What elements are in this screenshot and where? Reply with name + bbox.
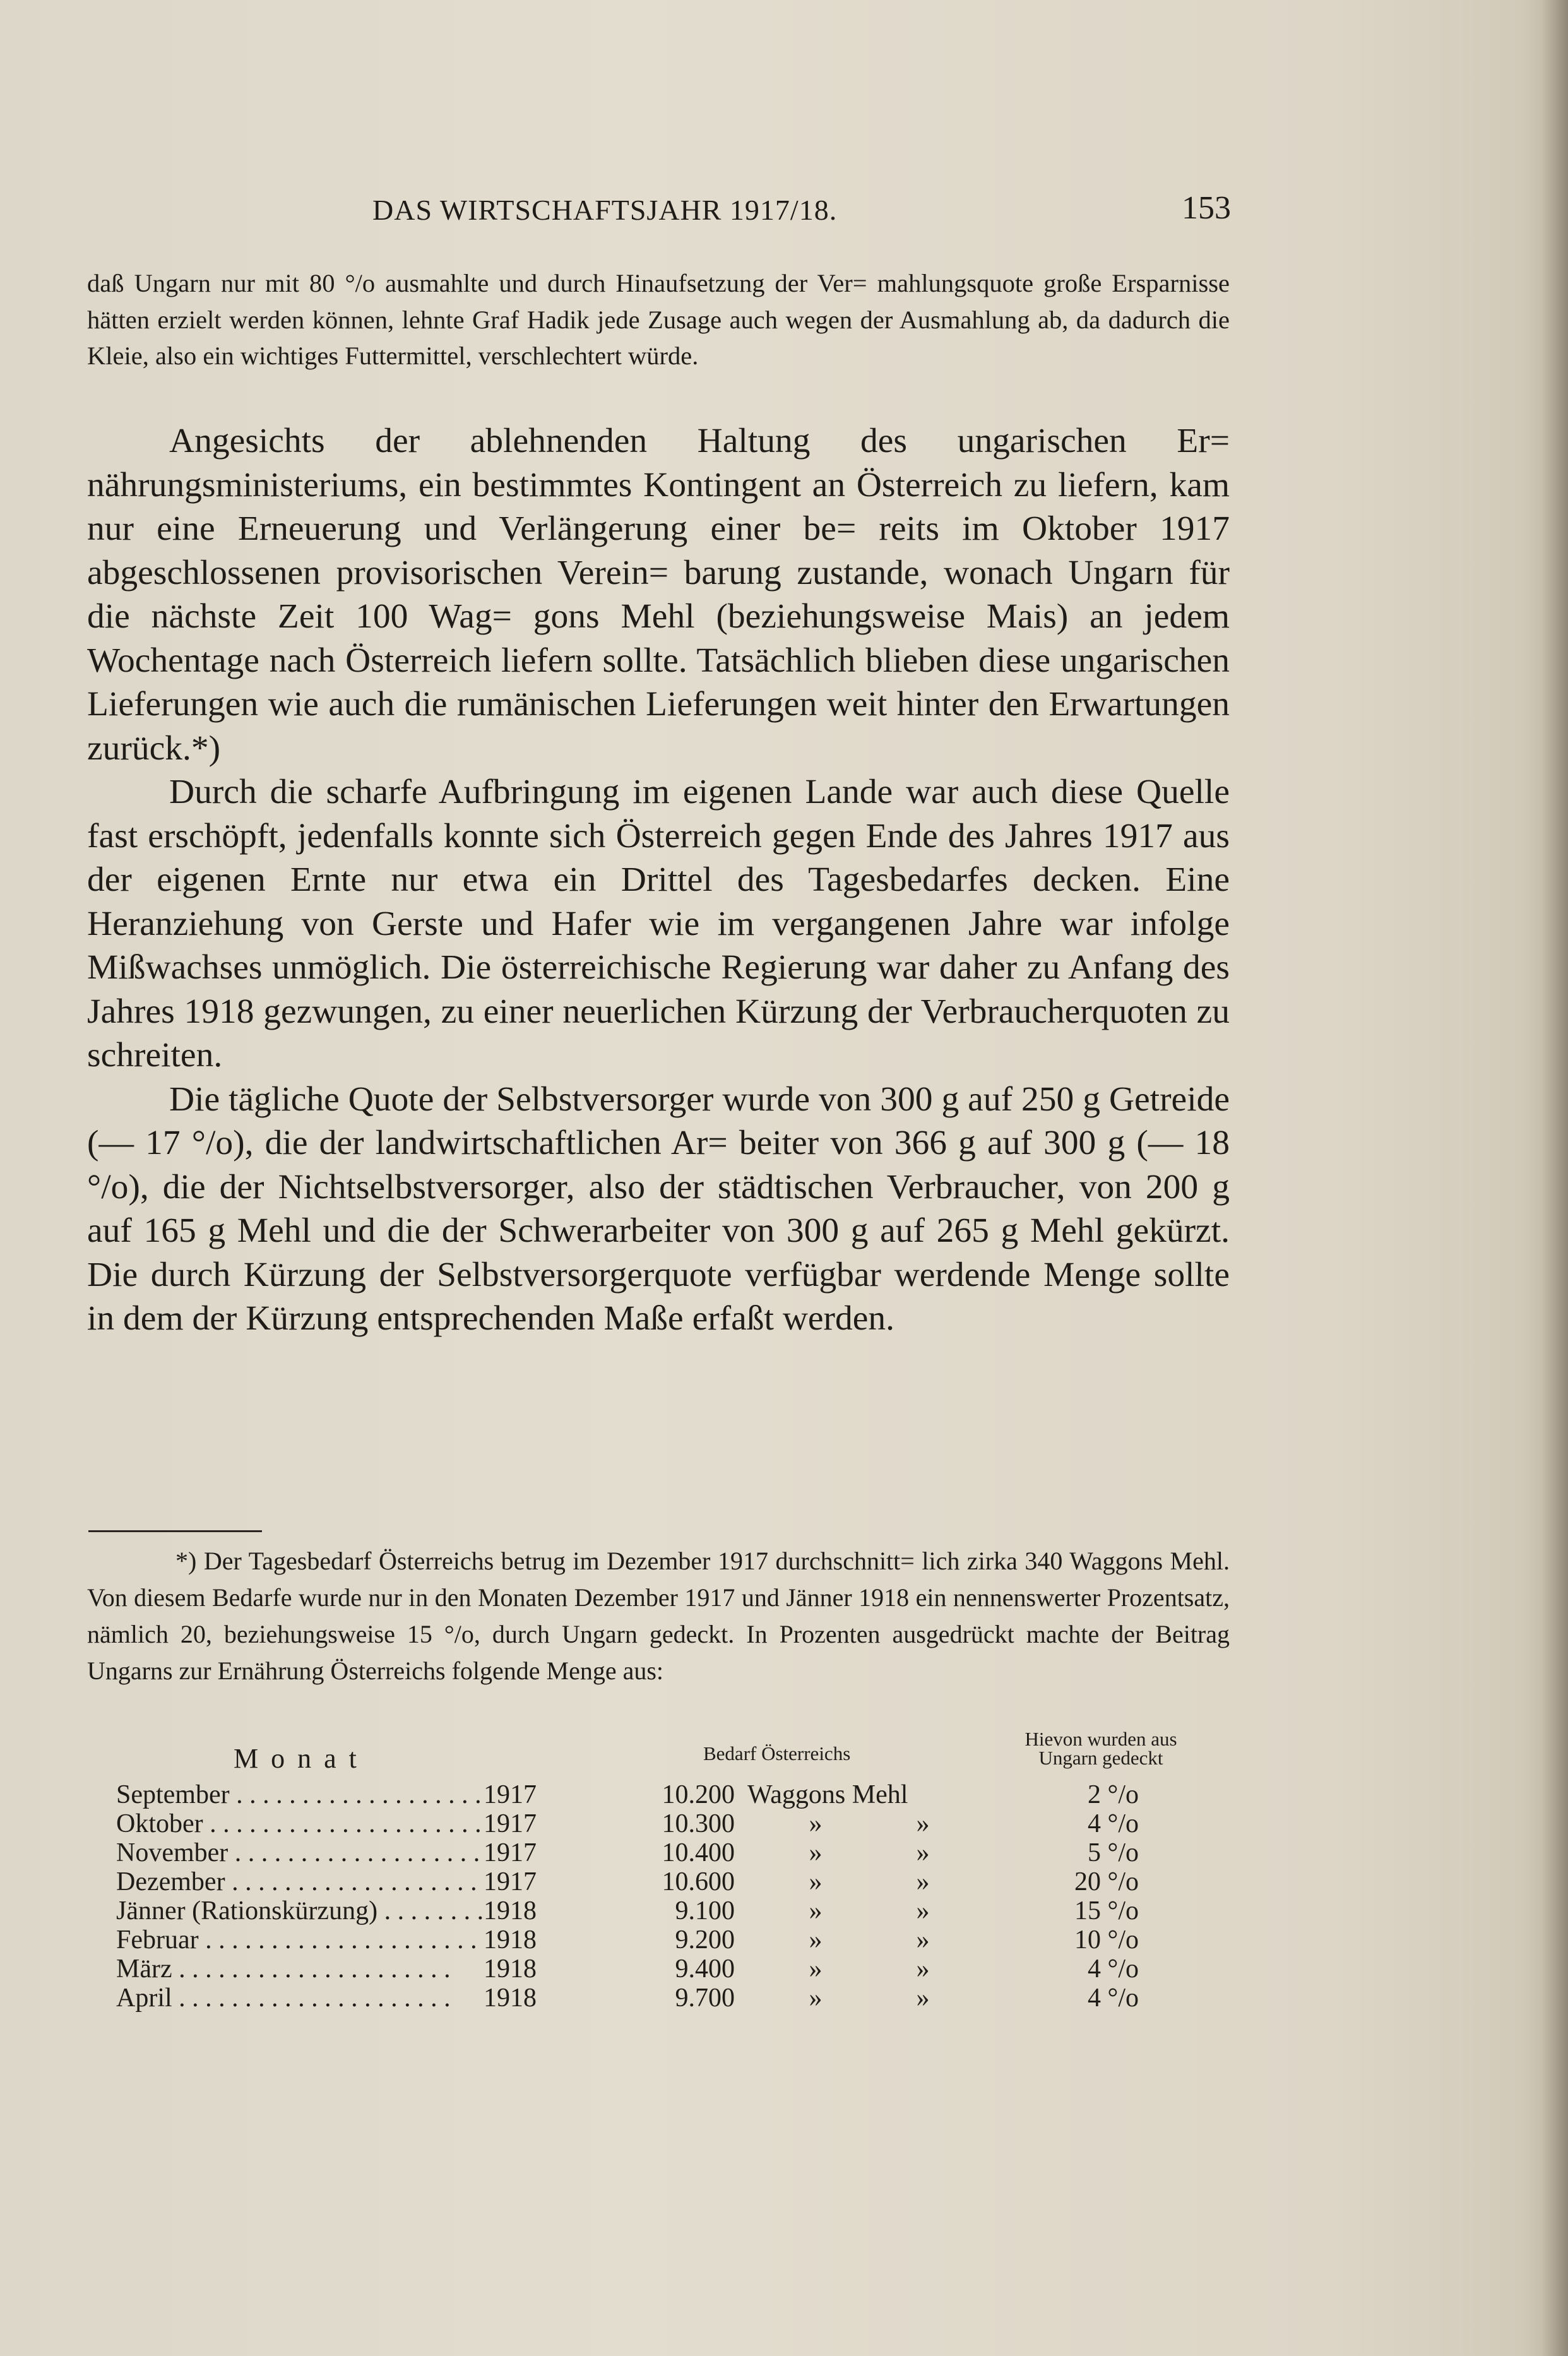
- cell-year: 1918: [484, 1925, 537, 1954]
- ditto-mark: »: [809, 1838, 823, 1867]
- cell-month: Oktober . . .: [116, 1809, 484, 1838]
- cell-year: 1918: [484, 1896, 537, 1925]
- ditto-mark: »: [809, 1984, 823, 2013]
- page-header: [372, 187, 1231, 237]
- table-row: [116, 1780, 1208, 1809]
- ditto-mark: »: [916, 1809, 930, 1838]
- cell-percent: 5 °/o: [1088, 1838, 1139, 1867]
- cell-percent: 4 °/o: [1088, 1809, 1139, 1838]
- cell-year: 1918: [484, 1954, 537, 1984]
- ditto-mark: »: [916, 1925, 930, 1954]
- header-month: Monat: [234, 1743, 369, 1774]
- cell-demand: 9.100: [675, 1896, 735, 1925]
- body-paragraph: Durch die scharfe Aufbringung im eigenen Lande war auch diese Quelle fast erschöpft, jedenfalls konnte sich Österreich gegen Ende des Jahres 1917 aus der eigenen Ernte nur etwa ein Drittel des Tagesbedarfes decken. Eine Heranziehung von Gerste und Hafer wie im vergangenen Jahre war infolge Mißwachses unmöglich. Die österreichische Regierung war daher zu Anfang des Jahres 1918 gezwungen, zu einer neuerlichen Kürzung der Verbraucherquoten zu schreiten.: [87, 773, 1230, 1074]
- cell-month: Dezember . . .: [116, 1867, 484, 1896]
- running-title: DAS WIRTSCHAFTSJAHR 1917/18.: [372, 194, 838, 226]
- header-demand: Bedarf Österreichs: [703, 1742, 851, 1764]
- header-covered: Hievon wurden aus Ungarn gedeckt: [1025, 1728, 1177, 1769]
- ditto-mark: »: [916, 1838, 930, 1867]
- table-row: [116, 1954, 1208, 1984]
- cell-percent: 4 °/o: [1088, 1954, 1139, 1984]
- table-row: [116, 1984, 1208, 2013]
- intro-paragraph: daß Ungarn nur mit 80 °/o ausmahlte und durch Hinaufsetzung der Ver= mahlungsquote große Ersparnisse hätten erzielt werden können, lehnte Graf Hadik jede Zusage auch wegen der Ausmahlung ab, da dadurch die Kleie, also ein wichtiges Futtermittel, verschlechtert würde.: [87, 269, 1230, 370]
- footnote: *) Der Tagesbedarf Österreichs betrug im Dezember 1917 durchschnitt= lich zirka 340 Waggons Mehl. Von diesem Bedarfe wurde nur in den Monaten Dezember 1917 und Jänner 1918 ein nennenswerter Prozentsatz, nämlich 20, beziehungsweise 15 °/o, durch Ungarn gedeckt. In Prozenten ausgedrückt machte der Beitrag Ungarns zur Ernährung Österreichs folgende Menge aus:: [87, 1547, 1230, 1685]
- cell-month: März . . .: [116, 1954, 484, 1984]
- cell-demand: 10.600: [662, 1867, 735, 1896]
- statistics-table: [116, 1730, 1208, 2013]
- body-paragraph: Die tägliche Quote der Selbstversorger wurde von 300 g auf 250 g Getreide (— 17 °/o), die der landwirtschaftlichen Ar= beiter von 366 g auf 300 g (— 18 °/o), die der Nichtselbstversorger, also der städtischen Verbraucher, von 200 g auf 165 g Mehl und die der Schwerarbeiter von 300 g auf 265 g Mehl gekürzt. Die durch Kürzung der Selbstversorgerquote verfügbar werdende Menge sollte in dem der Kürzung entsprechenden Maße erfaßt werden.: [87, 1080, 1230, 1338]
- cell-percent: 15 °/o: [1074, 1896, 1139, 1925]
- cell-percent: 10 °/o: [1074, 1925, 1139, 1954]
- ditto-mark: »: [809, 1809, 823, 1838]
- table-row: [116, 1867, 1208, 1896]
- cell-month: Jänner (Rationskürzung) . . .: [116, 1896, 484, 1925]
- ditto-mark: »: [916, 1896, 930, 1925]
- ditto-mark: »: [916, 1867, 930, 1896]
- cell-month: November . . .: [116, 1838, 484, 1867]
- cell-year: 1917: [484, 1838, 537, 1867]
- cell-year: 1917: [484, 1867, 537, 1896]
- cell-percent: 20 °/o: [1074, 1867, 1139, 1896]
- cell-month: Februar . . .: [116, 1925, 484, 1954]
- ditto-mark: »: [916, 1954, 930, 1984]
- cell-percent: 4 °/o: [1088, 1984, 1139, 2013]
- cell-demand: 9.200: [675, 1925, 735, 1954]
- cell-unit: Waggons Mehl: [747, 1780, 908, 1809]
- body-text: [87, 419, 1230, 1341]
- ditto-mark: »: [809, 1896, 823, 1925]
- ditto-mark: »: [916, 1984, 930, 2013]
- cell-demand: 10.300: [662, 1809, 735, 1838]
- cell-year: 1918: [484, 1984, 537, 2013]
- footnote-divider: [88, 1530, 262, 1532]
- ditto-mark: »: [809, 1867, 823, 1896]
- cell-year: 1917: [484, 1780, 537, 1809]
- body-paragraph: Angesichts der ablehnenden Haltung des ungarischen Er= nährungsministeriums, ein bestimmtes Kontingent an Österreich zu liefern, kam nur eine Erneuerung und Verlängerung einer be= reits im Oktober 1917 abgeschlossenen provisorischen Verein= barung zustande, wonach Ungarn für die nächste Zeit 100 Wag= gons Mehl (beziehungsweise Mais) an jedem Wochentage nach Österreich liefern sollte. Tatsächlich blieben diese ungarischen Lieferungen wie auch die rumänischen Lieferungen weit hinter den Erwartungen zurück.*): [87, 422, 1230, 768]
- cell-month: April . . .: [116, 1984, 484, 2013]
- table-row: [116, 1809, 1208, 1838]
- page-number: 153: [1182, 190, 1231, 226]
- table-row: [116, 1925, 1208, 1954]
- cell-month: September . . .: [116, 1780, 484, 1809]
- page-binding-edge: [1540, 0, 1568, 2356]
- cell-percent: 2 °/o: [1088, 1780, 1139, 1809]
- cell-demand: 10.200: [662, 1780, 735, 1809]
- cell-year: 1917: [484, 1809, 537, 1838]
- table-row: [116, 1838, 1208, 1867]
- cell-demand: 9.700: [675, 1984, 735, 2013]
- table-header: [116, 1730, 1208, 1780]
- ditto-mark: »: [809, 1954, 823, 1984]
- cell-demand: 9.400: [675, 1954, 735, 1984]
- cell-demand: 10.400: [662, 1838, 735, 1867]
- ditto-mark: »: [809, 1925, 823, 1954]
- table-row: [116, 1896, 1208, 1925]
